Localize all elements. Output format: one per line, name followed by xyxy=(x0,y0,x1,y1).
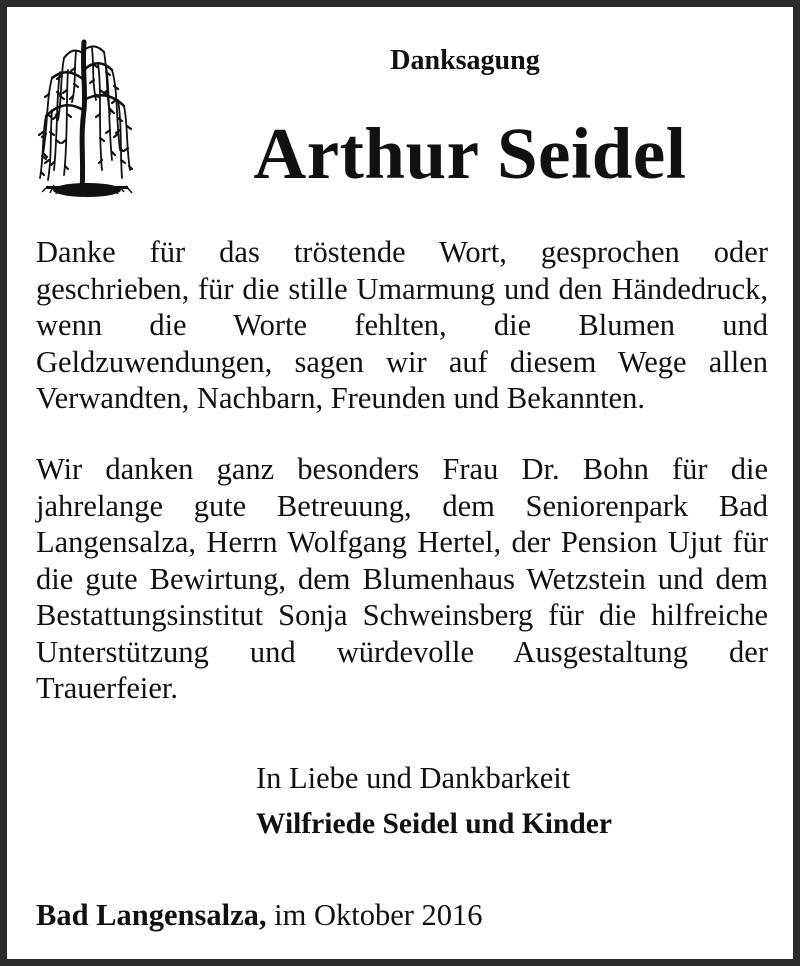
thanks-paragraph-2: Wir danken ganz besonders Frau Dr. Bohn für die jahrelange gute Betreuung, dem Seniorenpark Bad Langensalza, Herrn Wolfgang Hertel, der Pension Ujut für die gute Bewirtung, dem Blumenhaus Wetzstein und dem Bestattungsinstitut Sonja Schweinsberg für die hilfreiche Unterstützung und würdevolle Ausgestaltung der Trauerfeier. xyxy=(36,452,768,705)
deceased-name: Arthur Seidel xyxy=(253,113,687,194)
place-date-line xyxy=(36,897,483,933)
thanks-paragraph-1: Danke für das tröstende Wort, gesprochen oder geschrieben, für die stille Umarmung und den Händedruck, wenn die Worte fehlten, die Blumen und Geldzuwendungen, sagen wir auf diesem Wege allen Verwandten, Nachbarn, Freunden und Bekannten. xyxy=(36,235,768,415)
notice-kicker: Danksagung xyxy=(390,45,540,76)
closing-line: In Liebe und Dankbarkeit xyxy=(256,761,571,795)
date-text: im Oktober 2016 xyxy=(274,898,483,932)
weeping-willow-icon xyxy=(32,30,142,202)
signers: Wilfriede Seidel und Kinder xyxy=(256,808,612,840)
place: Bad Langensalza, xyxy=(36,898,267,932)
